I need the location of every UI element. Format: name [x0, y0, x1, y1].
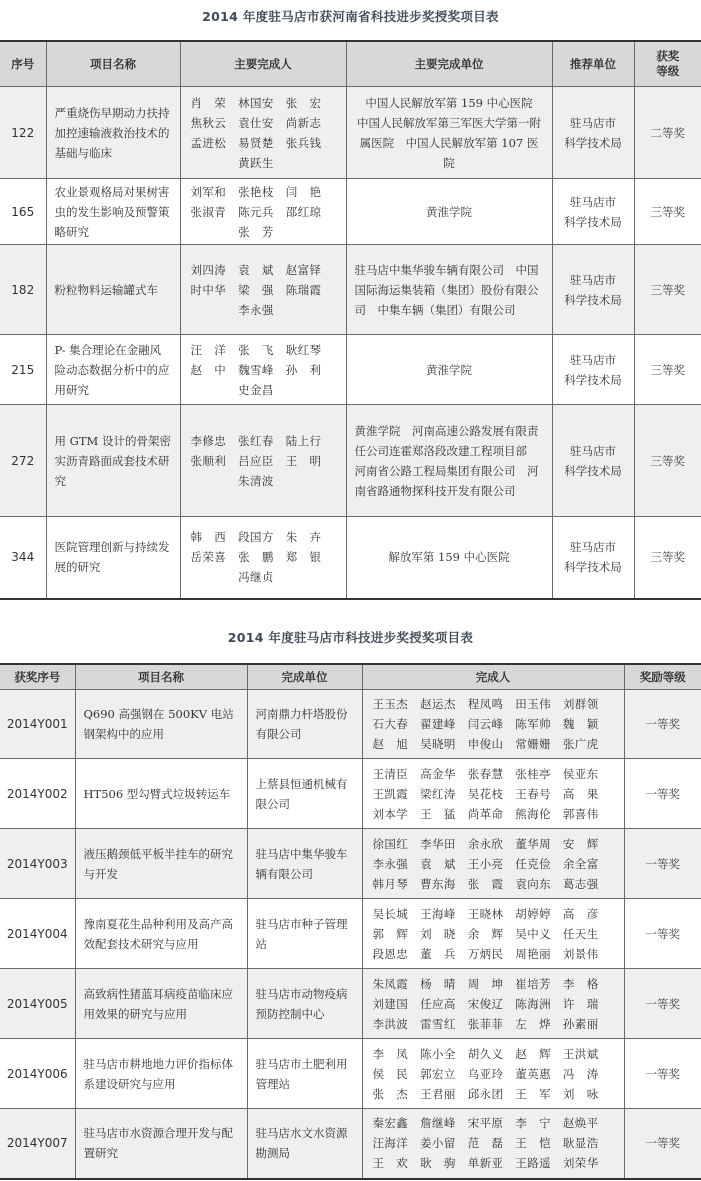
serial-cell: 344: [0, 517, 46, 599]
header-main-people: 主要完成人: [180, 41, 346, 87]
table-row: [0, 969, 701, 1039]
project-name-cell: 驻马店市水资源合理开发与配置研究: [75, 1109, 247, 1179]
people-cell: 吴长城 王海峰 王晓林 胡婷婷 高 彦 郭 辉 刘 晓 余 辉 吴中义 任天生 段恩忠 董 兵 万炳民 周艳丽 刘景伟: [362, 899, 624, 969]
header-serial: 序号: [0, 41, 46, 87]
project-name-cell: 液压鹅颈低平板半挂车的研究与开发: [75, 829, 247, 899]
level-cell: 三等奖: [634, 335, 701, 405]
project-name-cell: 严重烧伤早期动力扶持加控速输液救治技术的基础与临床: [46, 87, 180, 179]
award-serial-cell: 2014Y007: [0, 1109, 75, 1179]
unit-cell: 黄淮学院: [346, 179, 552, 245]
level-cell: 一等奖: [624, 829, 701, 899]
people-cell: 刘军和 张艳枝 闫 艳 张淑青 陈元兵 邵红琼 张 芳: [180, 179, 346, 245]
header-complete-people: 完成人: [362, 664, 624, 690]
unit-cell: 驻马店水文水资源勘测局: [247, 1109, 362, 1179]
table-row: [0, 1109, 701, 1179]
level-cell: 一等奖: [624, 969, 701, 1039]
people-cell: 刘四涛 袁 斌 赵富铎 时中华 梁 强 陈瑞霞 李永强: [180, 245, 346, 335]
table1-header-row: [0, 41, 701, 87]
serial-cell: 122: [0, 87, 46, 179]
table-row: [0, 245, 701, 335]
table-row: [0, 829, 701, 899]
award-serial-cell: 2014Y004: [0, 899, 75, 969]
people-cell: 李修忠 张红春 陆上行 张顺利 吕应臣 王 明 朱清波: [180, 405, 346, 517]
project-name-cell: 用 GTM 设计的骨架密实沥青路面成套技术研究: [46, 405, 180, 517]
recommender-cell: 驻马店市 科学技术局: [552, 87, 634, 179]
level-cell: 三等奖: [634, 405, 701, 517]
serial-cell: 215: [0, 335, 46, 405]
recommender-cell: 驻马店市 科学技术局: [552, 405, 634, 517]
project-name-cell: 驻马店市耕地地力评价指标体系建设研究与应用: [75, 1039, 247, 1109]
award-serial-cell: 2014Y006: [0, 1039, 75, 1109]
award-serial-cell: 2014Y003: [0, 829, 75, 899]
people-cell: 韩 西 段国方 朱 卉 岳荣喜 张 鹏 郑 银 冯继贞: [180, 517, 346, 599]
provincial-award-table: [0, 40, 701, 600]
project-name-cell: 豫南夏花生品种利用及高产高效配套技术研究与应用: [75, 899, 247, 969]
level-cell: 三等奖: [634, 245, 701, 335]
unit-cell: 上蔡县恒通机械有限公司: [247, 759, 362, 829]
people-cell: 王玉杰 赵运杰 程凤鸣 田玉伟 刘群领 石大春 翟建峰 闫云峰 陈军帅 魏 颖 赵 旭 吴晓明 申俊山 常姗姗 张广虎: [362, 690, 624, 759]
table-row: [0, 899, 701, 969]
level-cell: 三等奖: [634, 517, 701, 599]
header-project-name: 项目名称: [46, 41, 180, 87]
people-cell: 秦宏鑫 詹继峰 宋平原 李 宁 赵焕平 汪海洋 姜小留 范 磊 王 恺 耿显浩 王 欢 耿 驹 单新亚 王路遥 刘荣华: [362, 1109, 624, 1179]
unit-cell: 驻马店中集华骏车辆有限公司: [247, 829, 362, 899]
recommender-cell: 驻马店市 科学技术局: [552, 335, 634, 405]
level-cell: 一等奖: [624, 1109, 701, 1179]
table-row: [0, 517, 701, 599]
recommender-cell: 驻马店市 科学技术局: [552, 245, 634, 335]
level-cell: 一等奖: [624, 1039, 701, 1109]
header-award-serial: 获奖序号: [0, 664, 75, 690]
people-cell: 李 凤 陈小全 胡久义 赵 辉 王洪斌 侯 民 郭宏立 乌亚玲 董英惠 冯 涛 张 杰 王君丽 邱永团 王 军 刘 咏: [362, 1039, 624, 1109]
level-cell: 一等奖: [624, 690, 701, 759]
unit-cell: 黄淮学院 河南高速公路发展有限责任公司连霍郑洛段改建工程项目部 河南省公路工程局集团有限公司 河南省路通物探科技开发有限公司: [346, 405, 552, 517]
unit-cell: 驻马店市种子管理站: [247, 899, 362, 969]
level-cell: 一等奖: [624, 759, 701, 829]
people-cell: 朱凤霞 杨 晴 周 坤 崔培芳 李 格 刘建国 任应高 宋俊辽 陈海洲 许 瑞 李洪波 雷雪红 张菲菲 左 烨 孙素丽: [362, 969, 624, 1039]
project-name-cell: 粉粒物料运输罐式车: [46, 245, 180, 335]
level-cell: 二等奖: [634, 87, 701, 179]
unit-cell: 河南鼎力杆塔股份有限公司: [247, 690, 362, 759]
project-name-cell: 高致病性猪蓝耳病疫苗临床应用效果的研究与应用: [75, 969, 247, 1039]
city-award-table: [0, 663, 701, 1180]
unit-cell: 中国人民解放军第 159 中心医院 中国人民解放军第三军医大学第一附属医院 中国人民解放军第 107 医院: [346, 87, 552, 179]
unit-cell: 黄淮学院: [346, 335, 552, 405]
project-name-cell: Q690 高强钢在 500KV 电站钢架构中的应用: [75, 690, 247, 759]
project-name-cell: HT506 型勾臂式垃圾转运车: [75, 759, 247, 829]
table-row: [0, 179, 701, 245]
award-serial-cell: 2014Y005: [0, 969, 75, 1039]
project-name-cell: 农业景观格局对果树害虫的发生影响及预警策略研究: [46, 179, 180, 245]
award-serial-cell: 2014Y002: [0, 759, 75, 829]
project-name-cell: 医院管理创新与持续发展的研究: [46, 517, 180, 599]
people-cell: 汪 洋 张 飞 耿红琴 赵 中 魏雪峰 孙 利 史金昌: [180, 335, 346, 405]
header-main-unit: 主要完成单位: [346, 41, 552, 87]
table-row: [0, 335, 701, 405]
level-cell: 一等奖: [624, 899, 701, 969]
header-project-name: 项目名称: [75, 664, 247, 690]
recommender-cell: 驻马店市 科学技术局: [552, 179, 634, 245]
table-row: [0, 405, 701, 517]
unit-cell: 驻马店市土肥利用管理站: [247, 1039, 362, 1109]
people-cell: 徐国红 李华田 余永欣 董华周 安 辉 李永强 袁 斌 王小亮 任克俭 余全富 韩月琴 曹东海 张 霞 袁向东 葛志强: [362, 829, 624, 899]
unit-cell: 解放军第 159 中心医院: [346, 517, 552, 599]
header-recommender: 推荐单位: [552, 41, 634, 87]
table2-header-row: [0, 664, 701, 690]
table2-title: 2014 年度驻马店市科技进步奖授奖项目表: [227, 630, 474, 645]
table-row: [0, 690, 701, 759]
award-serial-cell: 2014Y001: [0, 690, 75, 759]
header-complete-unit: 完成单位: [247, 664, 362, 690]
serial-cell: 182: [0, 245, 46, 335]
serial-cell: 272: [0, 405, 46, 517]
table1-title: 2014 年度驻马店市获河南省科技进步奖授奖项目表: [202, 9, 499, 24]
table-row: [0, 759, 701, 829]
unit-cell: 驻马店市动物疫病预防控制中心: [247, 969, 362, 1039]
header-reward-level: 奖励等级: [624, 664, 701, 690]
project-name-cell: P- 集合理论在金融风险动态数据分析中的应用研究: [46, 335, 180, 405]
header-award-level: 获奖等级: [634, 41, 701, 87]
level-cell: 三等奖: [634, 179, 701, 245]
table-row: [0, 1039, 701, 1109]
people-cell: 王清臣 高金华 张春慧 张桂亭 侯亚东 王凯霞 梁红涛 吴花枝 王春号 高 果 刘本学 王 猛 尚革命 熊海伦 郭喜伟: [362, 759, 624, 829]
table-row: [0, 87, 701, 179]
serial-cell: 165: [0, 179, 46, 245]
unit-cell: 驻马店中集华骏车辆有限公司 中国国际海运集装箱（集团）股份有限公司 中集车辆（集团）有限公司: [346, 245, 552, 335]
people-cell: 肖 荣 林国安 张 宏 焦秋云 袁仕安 尚新志 孟进松 易贤楚 张兵钱 黄跃生: [180, 87, 346, 179]
recommender-cell: 驻马店市 科学技术局: [552, 517, 634, 599]
